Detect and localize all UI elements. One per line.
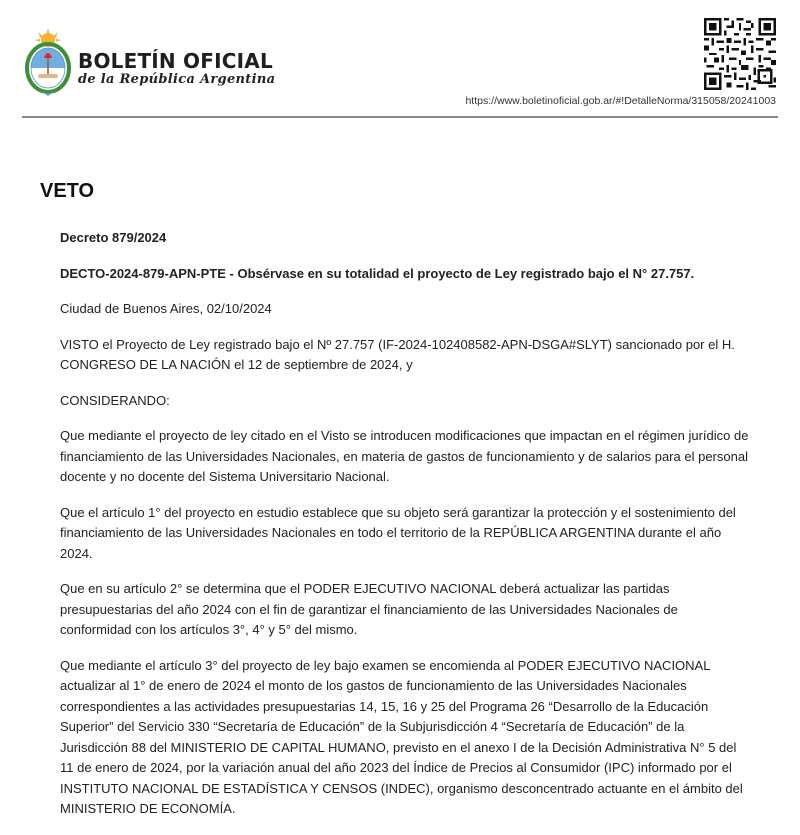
place-date: Ciudad de Buenos Aires, 02/10/2024 [60, 301, 272, 316]
section-title: VETO [40, 180, 95, 202]
paragraph: Que el artículo 1° del proyecto en estudio establece que su objeto será garantizar la protección y el sostenimiento del financiamiento de las Universidades Nacionales en todo el territorio de la REPÚBLICA ARGENTINA durante el año 2024. [60, 504, 736, 561]
paragraph-visto: VISTO el Proyecto de Ley registrado bajo el Nº 27.757 (IF-2024-102408582-APN-DSGA#SLYT) sancionado por el H. CONGRESO DE LA NACIÓN el 12 de septiembre de 2024, y [60, 336, 735, 372]
document-url[interactable]: https://www.boletinoficial.gob.ar/#!DetalleNorma/315058/20241003 [465, 95, 776, 107]
paragraph: Que mediante el proyecto de ley citado en el Visto se introducen modificaciones que impactan en el régimen jurídico de financiamiento de las Universidades Nacionales, en materia de gastos de funcionamiento y de salarios para el personal docente y no docente del Sistema Universitario Nacional. [60, 428, 749, 484]
argentina-coat-of-arms-icon [24, 26, 72, 98]
page-header [0, 0, 800, 120]
paragraph: Que mediante el artículo 3° del proyecto de ley bajo examen se encomienda al PODER EJECUTIVO NACIONAL actualizar al 1° de enero de 2024 el monto de los gastos de funcionamiento de las Universidades Nacionales correspondientes a las actividades presupuestarias 14, 15, 16 y 25 del Programa 26 “Desarrollo de la Educación Superior” del Servicio 330 “Secretaría de Educación” de la Subjurisdicción 4 “Secretaría de Educación” de la Jurisdicción 88 del MINISTERIO DE CAPITAL HUMANO, previsto en el anexo I de la Decisión Administrativa N° 5 del 11 de enero de 2024, por la variación anual del año 2023 del Índice de Precios al Consumidor (IPC) informado por el INSTITUTO NACIONAL DE ESTADÍSTICA Y CENSOS (INDEC), organismo desconcentrado actuante en el ámbito del MINISTERIO DE ECONOMÍA. [60, 657, 743, 816]
decree-heading: DECTO-2024-879-APN-PTE - Obsérvase en su totalidad el proyecto de Ley registrado bajo el N° 27.757. [60, 265, 695, 281]
header-divider [22, 116, 778, 118]
document-body [60, 228, 750, 835]
brand-title: BOLETÍN OFICIAL [78, 49, 273, 73]
qr-code-icon[interactable] [704, 18, 776, 90]
paragraph-considerando: CONSIDERANDO: [60, 392, 170, 408]
brand-subtitle: de la República Argentina [78, 72, 276, 87]
paragraph: Que en su artículo 2° se determina que el PODER EJECUTIVO NACIONAL deberá actualizar las partidas presupuestarias del año 2024 con el fin de garantizar el financiamiento de las Universidades Nacionales de conformidad con los artículos 3°, 4° y 5° del mismo. [60, 581, 678, 637]
decree-number: Decreto 879/2024 [60, 230, 167, 245]
